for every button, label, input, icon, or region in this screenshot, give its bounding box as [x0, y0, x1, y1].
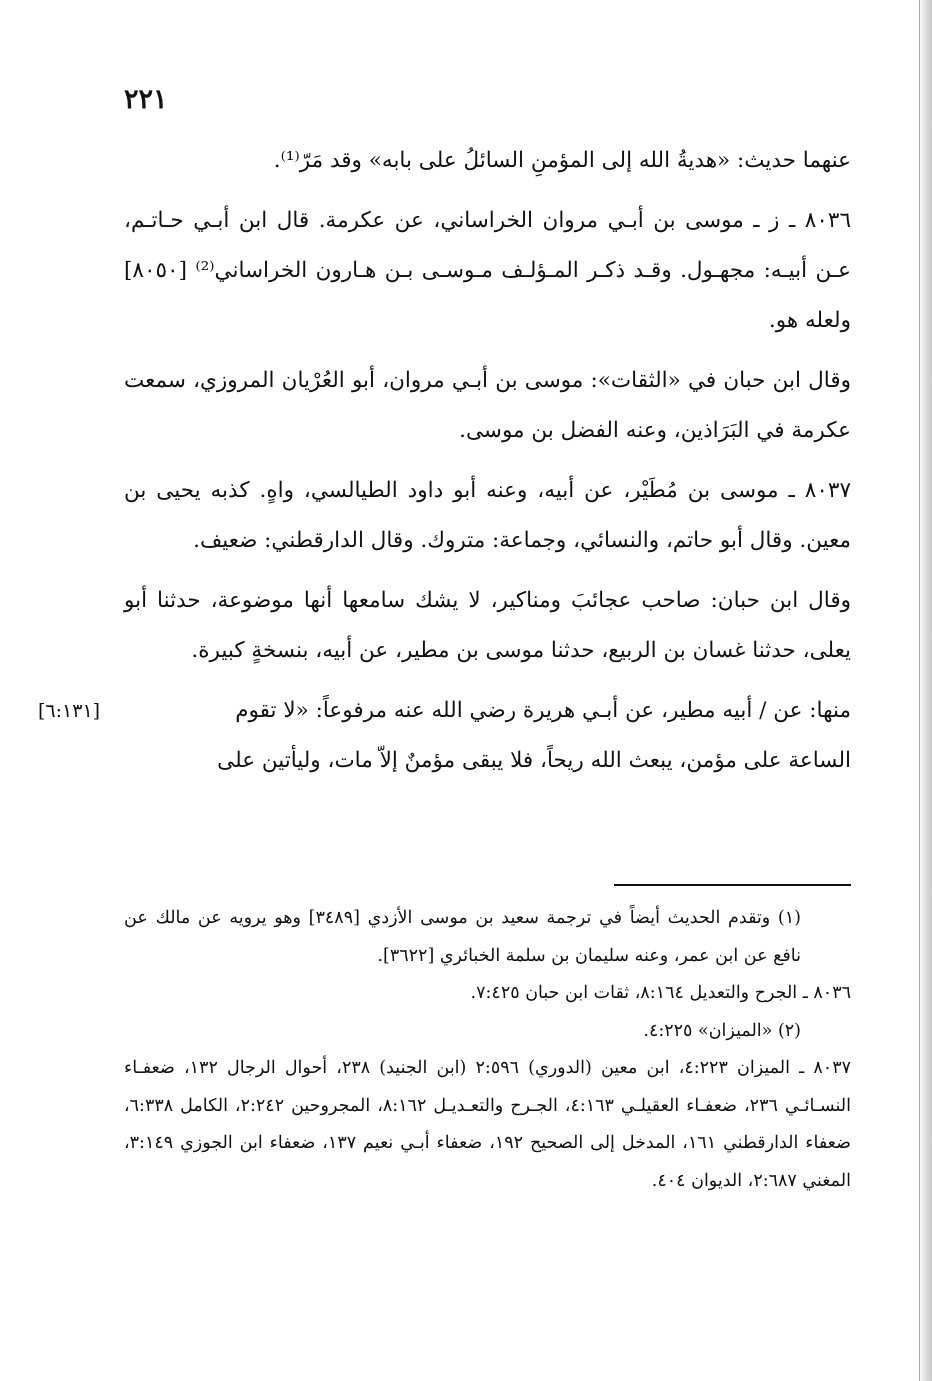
- paragraph-ibn-hibban-majruhin: وقال ابن حبان: صاحب عجائبَ ومناكير، لا يشك سامعها أنها موضوعة، حدثنا أبو يعلى، حدثنا غسان بن الربيع، حدثنا موسى بن مطير، عن أبيه، بنسخةٍ كبيرة.: [124, 588, 851, 663]
- paragraph-ibn-hibban-thiqat: وقال ابن حبان في «الثقات»: موسى بن أبـي مروان، أبو العُرْيان المروزي، سمعت عكرمة في البَرَاذين، وعنه الفضل بن موسى.: [124, 368, 851, 443]
- main-text: [38, 136, 851, 786]
- entry-8036: ٨٠٣٦ ـ ز ـ موسى بن أبـي مروان الخراساني، عن عكرمة. قال ابن أبـي حـاتـم، عـن أبيـه: مجهـول. وقـد ذكـر المـؤلـف مـوسـى بـن هـارون الخراساني⁽²⁾ [٨٠٥٠] ولعله هو.: [124, 208, 851, 333]
- page-edge-shadow: [918, 0, 932, 1381]
- page-edge-line: [919, 0, 920, 1381]
- entry-8037: ٨٠٣٧ ـ موسى بن مُطَيْر، عن أبيه، وعنه أبو داود الطيالسي، واهٍ. كذبه يحيى بن معين. وقال أبو حاتم، والنسائي، وجماعة: متروك. وقال الدارقطني: ضعيف.: [124, 478, 851, 553]
- paragraph-hadith-gift: عنهما حديث: «هديةُ الله إلى المؤمنِ السائلُ على بابه» وقد مَرّ⁽¹⁾.: [273, 148, 851, 173]
- footnote-1: (١) وتقدم الحديث أيضاً في ترجمة سعيد بن موسى الأزدي [٣٤٨٩] وهو يرويه عن مالك عن نافع عن ابن عمر، وعنه سليمان بن سلمة الخبائري [٣٦٢٢].: [124, 908, 801, 966]
- footnote-2: (٢) «الميزان» ٤:٢٢٥.: [643, 1020, 801, 1041]
- hadith-line-1-text: منها: عن / أبيه مطير، عن أبـي هريرة رضي الله عنه مرفوعاً: «لا تقوم: [235, 698, 851, 723]
- footnote-separator: [614, 884, 851, 886]
- footnotes: [124, 900, 851, 1200]
- margin-volume-reference: [٦:١٣١]: [38, 700, 101, 722]
- footnote-source-8037: ٨٠٣٧ ـ الميزان ٤:٢٢٣، ابن معين (الدوري) ٢:٥٩٦ (ابن الجنيد) ٢٣٨، أحوال الرجال ١٣٢، ضعفـاء النسـائـي ٢٣٦، ضعفـاء العقيلـي ٤:١٦٣، الجـرح والتعـديـل ٨:١٦٢، المجروحين ٢:٢٤٢، الكامل ٦:٣٣٨، ضعفاء الدارقطني ١٦١، المدخل إلى الصحيح ١٩٢، ضعفاء أبـي نعيم ١٣٧، ضعفاء ابن الجوزي ٣:١٤٩، المغني ٢:٦٨٧، الديوان ٤٠٤.: [124, 1058, 851, 1191]
- page-number: ٢٢١: [124, 84, 168, 115]
- hadith-line-1: [38, 686, 851, 736]
- footnote-source-8036: ٨٠٣٦ ـ الجرح والتعديل ٨:١٦٤، ثقات ابن حبان ٧:٤٢٥.: [470, 983, 851, 1003]
- hadith-line-2: الساعة على مؤمن، يبعث الله ريحاً، فلا يبقى مؤمنٌ إلاّ مات، وليأتين على: [217, 748, 851, 773]
- paragraph-hadith-mutayr: [38, 686, 851, 786]
